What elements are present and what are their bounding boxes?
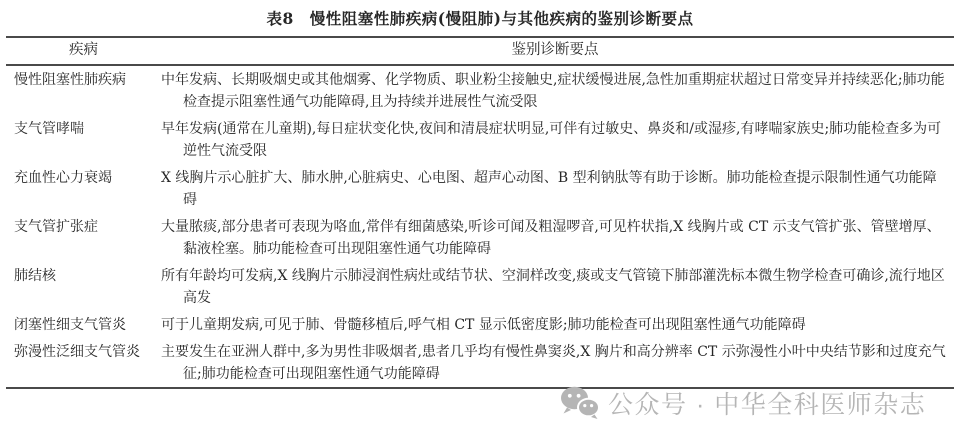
diagnosis-points: 大量脓痰,部分患者可表现为咯血,常伴有细菌感染,听诊可闻及粗湿啰音,可见杵状指,X 线胸片或 CT 示支气管扩张、管壁增厚、黏液栓塞。肺功能检查可出现阻塞性通气功能障碍 [161,218,941,257]
differential-diagnosis-table [6,36,954,389]
disease-name: 肺结核 [14,267,56,284]
disease-name: 慢性阻塞性肺疾病 [14,71,126,88]
disease-name: 支气管扩张症 [14,218,98,235]
table-row [6,311,954,338]
table-row [6,213,954,262]
watermark [560,385,926,421]
header-disease: 疾病 [69,42,98,58]
diagnosis-points: 早年发病(通常在儿童期),每日症状变化快,夜间和清晨症状明显,可伴有过敏史、鼻炎和/或湿疹,有哮喘家族史;肺功能检查多为可逆性气流受限 [161,120,942,159]
wechat-icon [560,386,600,420]
table-row [6,164,954,213]
table-row [6,115,954,164]
table-caption: 表8 慢性阻塞性肺疾病(慢阻肺)与其他疾病的鉴别诊断要点 [266,9,694,28]
diagnosis-points: 可于儿童期发病,可见于肺、骨髓移植后,呼气相 CT 显示低密度影;肺功能检查可出现阻塞性通气功能障碍 [161,316,806,333]
table-header-row [6,38,954,66]
table-row [6,66,954,115]
disease-name: 支气管哮喘 [14,120,84,137]
diagnosis-points: 主要发生在亚洲人群中,多为男性非吸烟者,患者几乎均有慢性鼻窦炎,X 胸片和高分辨率 CT 示弥漫性小叶中央结节影和过度充气征;肺功能检查可出现阻塞性通气功能障碍 [161,343,946,382]
disease-name: 闭塞性细支气管炎 [14,316,126,333]
watermark-text: 公众号 · 中华全科医师杂志 [608,391,927,419]
header-diagnosis-points: 鉴别诊断要点 [511,42,599,58]
disease-name: 充血性心力衰竭 [14,169,112,186]
diagnosis-points: 中年发病、长期吸烟史或其他烟雾、化学物质、职业粉尘接触史,症状缓慢进展,急性加重期症状超过日常变异并持续恶化;肺功能检查提示阻塞性通气功能障碍,且为持续并进展性气流受限 [161,71,945,110]
table-row [6,338,954,387]
disease-name: 弥漫性泛细支气管炎 [14,343,140,360]
diagnosis-points: 所有年龄均可发病,X 线胸片示肺浸润性病灶或结节状、空洞样改变,痰或支气管镜下肺部灌洗标本微生物学检查可确诊,流行地区高发 [161,267,945,306]
diagnosis-points: X 线胸片示心脏扩大、肺水肿,心脏病史、心电图、超声心动图、B 型利钠肽等有助于诊断。肺功能检查提示限制性通气功能障碍 [161,169,937,208]
table-row [6,262,954,311]
